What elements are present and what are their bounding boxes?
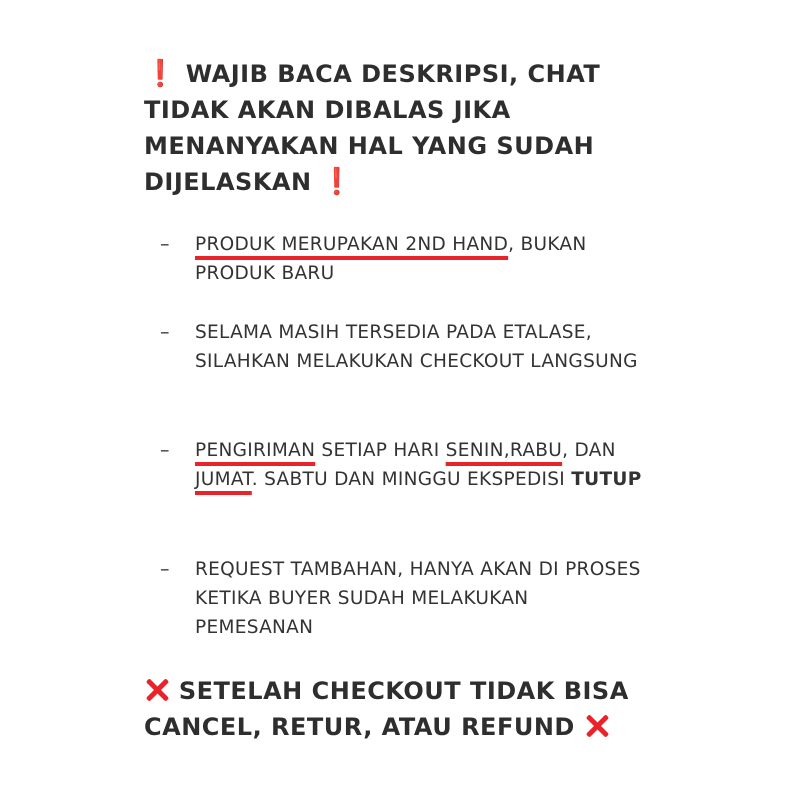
text-segment: , BUKAN PRODUK BARU bbox=[195, 234, 587, 284]
list-item-text bbox=[195, 230, 645, 288]
text-segment: SETIAP HARI bbox=[315, 440, 446, 461]
text-segment: . SABTU DAN MINGGU EKSPEDISI bbox=[251, 469, 572, 490]
warning-heading-text: WAJIB BACA DESKRIPSI, CHAT TIDAK AKAN DIBALAS JIKA MENANYAKAN HAL YANG SUDAH DIJELASKAN bbox=[144, 60, 601, 196]
warning-heading bbox=[144, 56, 664, 200]
exclamation-icon: ❗ bbox=[144, 59, 177, 89]
cross-icon bbox=[584, 713, 610, 739]
list-item-text: SELAMA MASIH TERSEDIA PADA ETALASE, SILAHKAN MELAKUKAN CHECKOUT LANGSUNG bbox=[195, 322, 638, 372]
dash-bullet: – bbox=[160, 439, 170, 461]
bold-text: TUTUP bbox=[571, 469, 642, 490]
dash-bullet: – bbox=[160, 558, 170, 580]
underlined-text: JUMAT bbox=[195, 469, 252, 490]
text-segment: , DAN bbox=[562, 440, 616, 461]
underlined-text: PENGIRIMAN bbox=[195, 440, 316, 461]
list-item-text bbox=[195, 436, 645, 494]
list-item-text: REQUEST TAMBAHAN, HANYA AKAN DI PROSES KETIKA BUYER SUDAH MELAKUKAN PEMESANAN bbox=[195, 559, 641, 638]
underlined-text: SENIN,RABU bbox=[445, 440, 563, 461]
dash-bullet: – bbox=[160, 233, 170, 255]
underlined-text: PRODUK MERUPAKAN 2ND HAND bbox=[195, 234, 509, 255]
no-cancel-heading-text: SETELAH CHECKOUT TIDAK BISA CANCEL, RETUR, ATAU REFUND bbox=[144, 677, 629, 741]
cross-icon bbox=[144, 677, 170, 703]
exclamation-icon: ❗ bbox=[320, 167, 354, 197]
dash-bullet: – bbox=[160, 321, 170, 343]
no-cancel-heading bbox=[144, 673, 684, 745]
